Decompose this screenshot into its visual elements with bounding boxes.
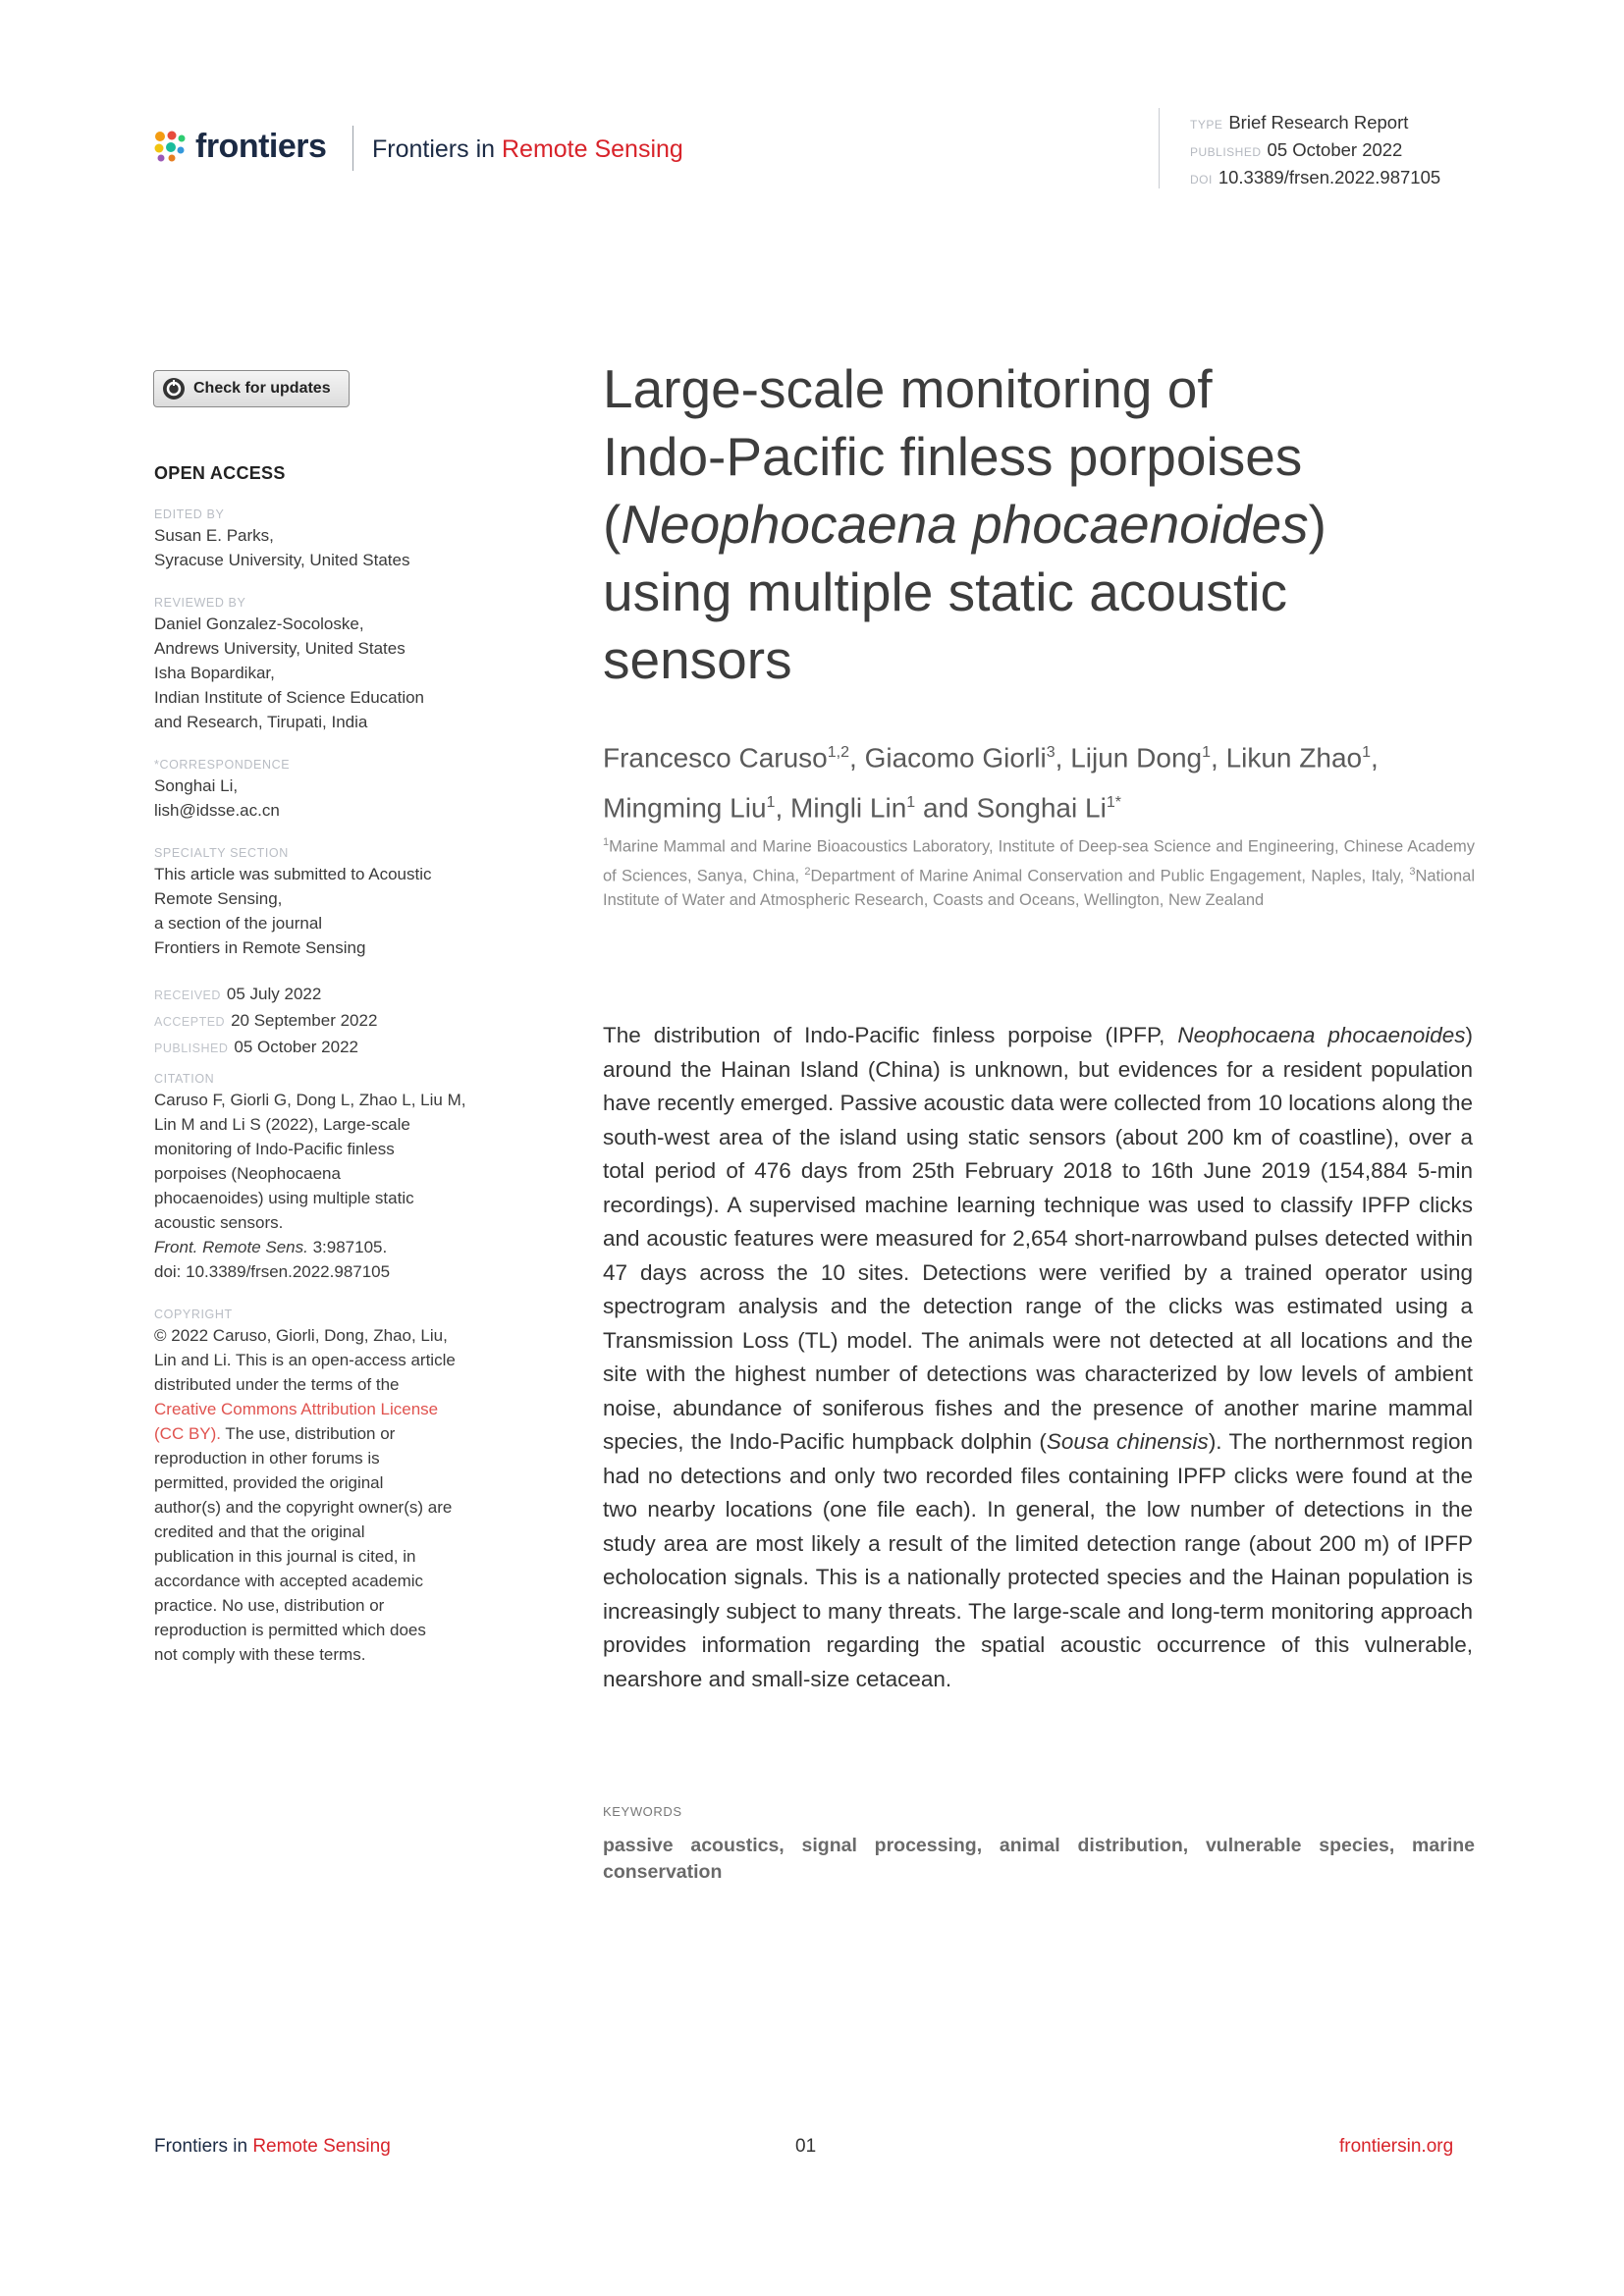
check-for-updates-button[interactable]: [153, 370, 350, 407]
crossmark-icon: [162, 377, 186, 400]
author-affiliation-marker: 1: [766, 794, 776, 812]
copyright-line: not comply with these terms.: [154, 1645, 366, 1664]
published-label: PUBLISHED: [1190, 145, 1262, 159]
journal-prefix: Frontiers in: [372, 135, 496, 163]
cc-by-link[interactable]: (CC BY).: [154, 1424, 221, 1443]
article-meta: [1190, 110, 1440, 192]
published-value: 05 October 2022: [1267, 139, 1403, 160]
doi-label: DOI: [1190, 173, 1213, 187]
page-number: 01: [795, 2136, 817, 2157]
reviewer-line: Andrews University, United States: [154, 639, 406, 658]
author-affiliation-marker: 1*: [1106, 794, 1121, 812]
title-line: using multiple static acoustic: [603, 561, 1287, 622]
citation: [154, 1088, 493, 1284]
copyright-line: practice. No use, distribution or: [154, 1596, 385, 1615]
copyright-line: accordance with accepted academic: [154, 1572, 424, 1590]
author-name[interactable]: Likun Zhao: [1225, 742, 1363, 774]
citation-line: acoustic sensors.: [154, 1213, 284, 1232]
type-value: Brief Research Report: [1228, 112, 1409, 133]
keywords-label: KEYWORDS: [603, 1804, 682, 1819]
author-name[interactable]: Francesco Caruso: [603, 742, 828, 774]
copyright-line: Lin and Li. This is an open-access article: [154, 1351, 456, 1369]
citation-journal: Front. Remote Sens.: [154, 1238, 308, 1256]
copyright: [154, 1323, 493, 1667]
citation-line: monitoring of Indo-Pacific finless: [154, 1140, 395, 1158]
title-line: Indo-Pacific finless porpoises: [603, 426, 1303, 487]
frontiers-logo[interactable]: [152, 125, 326, 168]
author-separator: ,: [775, 792, 790, 824]
header-divider: [352, 126, 353, 171]
author-separator: ,: [849, 742, 865, 774]
author-affiliation-marker: 1,2: [827, 744, 850, 761]
editor-affiliation: Syracuse University, United States: [154, 551, 410, 569]
journal-name-header[interactable]: [372, 135, 683, 164]
accepted-label: ACCEPTED: [154, 1015, 226, 1029]
published-date: 05 October 2022: [234, 1038, 359, 1056]
affiliation-text: Department of Marine Animal Conservation and Public Engagement, Naples, Italy,: [810, 867, 1410, 884]
abstract-text: The distribution of Indo-Pacific finless porpoise (IPFP,: [603, 1023, 1178, 1047]
correspondent-name: Songhai Li,: [154, 776, 239, 795]
received-label: RECEIVED: [154, 988, 221, 1002]
citation-line: phocaenoides) using multiple static: [154, 1189, 414, 1207]
edited-by: [154, 523, 493, 572]
author-name[interactable]: Mingli Lin: [790, 792, 907, 824]
published-label: PUBLISHED: [154, 1041, 229, 1055]
dates: [154, 982, 493, 1061]
copyright-line: The use, distribution or: [221, 1424, 396, 1443]
received-date: 05 July 2022: [226, 985, 322, 1003]
doi-value[interactable]: 10.3389/frsen.2022.987105: [1218, 167, 1441, 187]
citation-doi[interactable]: doi: 10.3389/frsen.2022.987105: [154, 1262, 391, 1281]
author-name[interactable]: Songhai Li: [976, 792, 1107, 824]
author-list: [603, 730, 1487, 831]
specialty-line: This article was submitted to Acoustic: [154, 865, 432, 883]
specialty-line: Remote Sensing,: [154, 889, 283, 908]
abstract-species: Sousa chinensis: [1046, 1429, 1209, 1454]
reviewer-line: and Research, Tirupati, India: [154, 713, 368, 731]
title-line: Large-scale monitoring of: [603, 358, 1213, 419]
copyright-line: permitted, provided the original: [154, 1473, 384, 1492]
author-separator: ,: [1211, 742, 1226, 774]
reviewed-by-label: REVIEWED BY: [154, 596, 246, 610]
keywords: passive acoustics, signal processing, animal distribution, vulnerable species, marine conservation: [603, 1835, 1475, 1883]
specialty-section: [154, 862, 493, 960]
specialty-section-label: SPECIALTY SECTION: [154, 846, 289, 860]
copyright-line: publication in this journal is cited, in: [154, 1547, 416, 1566]
abstract-text: ). The northernmost region had no detections and only two recorded files containing IPFP clicks were found at the two nearby locations (one file each). In general, the low number of detections in the study area are most likely a result of the limited detection range (about 200 m) of IPFP echolocation signals. This is a nationally protected species and the Hainan population is increasingly subject to many threats. The large-scale and long-term monitoring approach provides information regarding the spatial acoustic occurrence of this vulnerable, nearshore and small-size cetacean.: [603, 1429, 1474, 1691]
author-name[interactable]: Lijun Dong: [1070, 742, 1203, 774]
copyright-line: © 2022 Caruso, Giorli, Dong, Zhao, Liu,: [154, 1326, 448, 1345]
footer-journal[interactable]: [154, 2136, 391, 2158]
edited-by-label: EDITED BY: [154, 507, 225, 521]
meta-divider: [1159, 108, 1160, 188]
author-separator: ,: [1371, 742, 1379, 774]
reviewer-line: Isha Bopardikar,: [154, 664, 275, 682]
affiliation-number: 1: [603, 836, 610, 848]
correspondence-label: *CORRESPONDENCE: [154, 758, 291, 772]
footer-journal-name: Remote Sensing: [252, 2136, 391, 2157]
title-species: Neophocaena phocaenoides: [621, 494, 1309, 555]
footer-site-link[interactable]: frontiersin.org: [1339, 2136, 1454, 2157]
journal-title: Remote Sensing: [502, 135, 683, 163]
author-affiliation-marker: 3: [1046, 744, 1056, 761]
brand-name: frontiers: [195, 127, 327, 165]
author-name[interactable]: Giacomo Giorli: [864, 742, 1047, 774]
open-access-heading: OPEN ACCESS: [154, 463, 286, 483]
affiliation-number: 2: [804, 865, 811, 878]
article-title: Large-scale monitoring of Indo-Pacific finless porpoises (Neophocaena phocaenoides) using multiple static acoustic sensors: [603, 358, 1326, 690]
frontiers-dots-icon: [152, 129, 188, 164]
reviewer-line: Indian Institute of Science Education: [154, 688, 425, 707]
abstract-species: Neophocaena phocaenoides: [1177, 1023, 1466, 1047]
citation-volume: 3:987105.: [307, 1238, 388, 1256]
copyright-line: reproduction is permitted which does: [154, 1621, 426, 1639]
title-line: sensors: [603, 629, 792, 690]
abstract-text: ) around the Hainan Island (China) is unknown, but evidences for a resident population have recently emerged. Passive acoustic data were collected from 10 locations along the south-west area of the island using static sensors (about 200 km of coastline), over a total period of 476 days from 25th February 2018 to 16th June 2019 (154,884 5-min recordings). A supervised machine learning technique was used to classify IPFP clicks and acoustic features were measured for 2,654 short-narrowband pulses detected within 47 days across the 10 sites. Detections were verified by a trained operator using spectrogram analysis and the detection range of the clicks was estimated using a Transmission Loss (TL) model. The animals were not detected at all locations and the site with the highest number of detections was characterized by low levels of ambient noise, abundance of soniferous fishes and the presence of another marine mammal species, the Indo-Pacific humpback dolphin (: [603, 1023, 1473, 1454]
specialty-line: a section of the journal: [154, 914, 323, 933]
cc-license-link[interactable]: Creative Commons Attribution License: [154, 1400, 439, 1418]
citation-line: porpoises (Neophocaena: [154, 1164, 341, 1183]
affiliation-number: 3: [1409, 865, 1416, 878]
affiliation-text: National Institute of Water and Atmospheric Research, Coasts and Oceans, Wellington, New Zealand: [603, 867, 1475, 909]
citation-line: Caruso F, Giorli G, Dong L, Zhao L, Liu M,: [154, 1091, 466, 1109]
affiliation-text: Marine Mammal and Marine Bioacoustics Laboratory, Institute of Deep-sea Science and Engineering, Chinese Academy of Sciences, Sanya, China,: [603, 837, 1475, 884]
author-separator: ,: [1055, 742, 1071, 774]
affiliations: [603, 830, 1475, 913]
author-affiliation-marker: 1: [1202, 744, 1211, 761]
copyright-line: credited and that the original: [154, 1522, 365, 1541]
check-for-updates-label: Check for updates: [193, 380, 331, 397]
footer-journal-prefix: Frontiers in: [154, 2136, 248, 2157]
author-affiliation-marker: 1: [1362, 744, 1372, 761]
accepted-date: 20 September 2022: [231, 1011, 378, 1030]
author-name[interactable]: Mingming Liu: [603, 792, 767, 824]
abstract: [603, 1019, 1473, 1696]
copyright-line: distributed under the terms of the: [154, 1375, 400, 1394]
citation-label: CITATION: [154, 1072, 215, 1086]
copyright-label: COPYRIGHT: [154, 1308, 233, 1321]
author-affiliation-marker: 1: [906, 794, 916, 812]
reviewed-by: [154, 612, 493, 734]
correspondence: [154, 774, 493, 823]
copyright-line: reproduction in other forums is: [154, 1449, 380, 1468]
specialty-line: Frontiers in Remote Sensing: [154, 938, 366, 957]
editor-name: Susan E. Parks,: [154, 526, 274, 545]
type-label: TYPE: [1190, 118, 1223, 132]
copyright-line: author(s) and the copyright owner(s) are: [154, 1498, 453, 1517]
citation-line: Lin M and Li S (2022), Large-scale: [154, 1115, 410, 1134]
correspondent-email[interactable]: lish@idsse.ac.cn: [154, 801, 280, 820]
author-separator: and: [915, 792, 977, 824]
reviewer-line: Daniel Gonzalez-Socoloske,: [154, 614, 364, 633]
